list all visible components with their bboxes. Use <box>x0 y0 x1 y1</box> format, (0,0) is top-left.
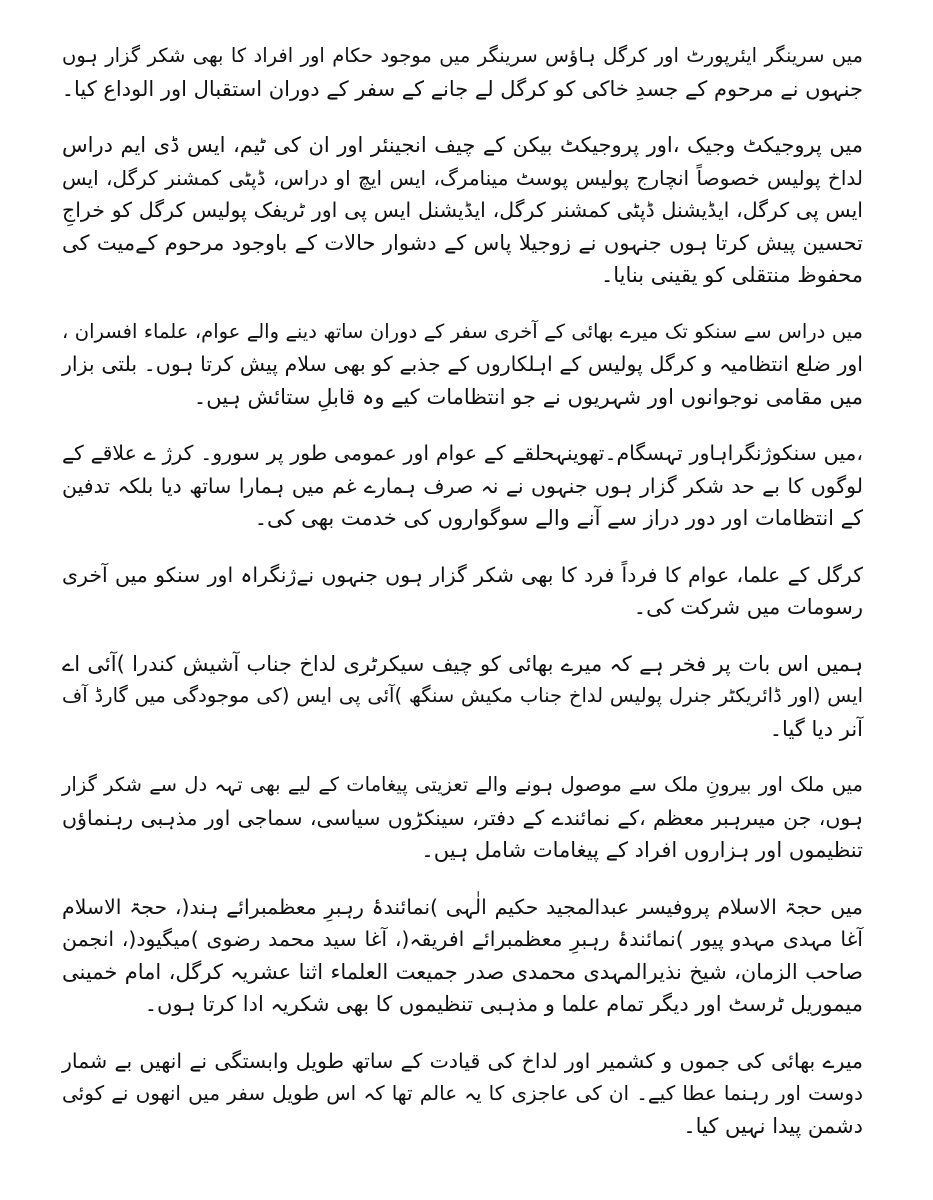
paragraph-airport-thanks <box>62 40 863 105</box>
text-line: ایس پی کرگل، ایڈیشنل ڈپٹی کمشنر کرگل، ایڈیشنل ایس پی اور ٹریفک پولیس کرگل کو خراجِ <box>62 198 863 222</box>
text-line: دشمن پیدا نہیں کیا۔ <box>683 1113 863 1138</box>
text-line: اور ضلع انتظامیہ و کرگل پولیس کے اہلکاروں کے جذبے کو بھی سلام پیش کرتا ہوں۔ بلتی بزار <box>62 352 863 376</box>
text-line: ،میں سنکوژنگراہاور تہسگام۔تھوینہحلقے کے عوام اور عمومی طور پر سورو۔ کرژ ے علاقے کے <box>62 441 863 465</box>
paragraph-guard-of-honour <box>62 648 863 746</box>
text-line: میں سرینگر ایئرپورٹ اور کرگل ہاؤس سرینگر میں موجود حکام اور افراد کا بھی شکر گزار ہوں <box>62 44 863 67</box>
text-line: لداخ پولیس خصوصاً انچارج پولیس پوسٹ مینامرگ، ایس ایچ او دراس، ڈپٹی کمشنر کرگل، ایس <box>62 165 863 190</box>
text-line: میرے بھائی کی جموں و کشمیر اور لداخ کی قیادت کے ساتھ طویل وابستگی نے انھیں بے شمار <box>62 1048 863 1073</box>
text-line: ایس (اور ڈائریکٹر جنرل پولیس لداخ جناب مکیش سنگھ )آئی پی ایس (کی موجودگی میں گارڈ آف <box>62 684 863 707</box>
text-line: آنر دیا گیا۔ <box>769 716 863 741</box>
paragraph-condolence-messages <box>62 769 863 867</box>
text-line: میں ملک اور بیرونِ ملک سے موصول ہونے والے تعزیتی پیغامات کے لیے بھی تہہ دل سے شکر گزار <box>62 773 863 796</box>
paragraph-kargil-ulama <box>62 559 863 624</box>
text-line: کرگل کے علما، عوام کا فرداً فرد کا بھی شکر گزار ہوں جنہوں نےژنگراہ اور سنکو میں آخری <box>62 562 863 587</box>
text-line: لوگوں کا بے حد شکر گزار ہوں جنہوں نے نہ صرف ہمارے غم میں ہمارا ساتھ دیا بلکہ تدفین <box>62 473 863 498</box>
paragraph-local-people <box>62 437 863 535</box>
text-line: ہوں، جن میںرہبر معظم ،کے نمائندے کے دفتر، سینکڑوں سیاسی، سماجی اور مذہبی رہنماؤں <box>62 805 863 830</box>
text-line: کے انتظامات اور دور دراز سے آنے والے سوگواروں کی خدمت بھی کی۔ <box>254 506 863 530</box>
paragraph-dras-to-sankoo <box>62 316 863 414</box>
text-line: دوست اور رہنما عطا کیے۔ ان کی عاجزی کا یہ عالم تھا کہ اس طویل سفر میں انھوں نے کوئی <box>62 1081 863 1105</box>
text-line: تحسین پیش کرتا ہوں جنہوں نے زوجیلا پاس کے دشوار حالات کے باوجود مرحوم کےمیت کی <box>62 230 863 255</box>
text-line: محفوظ منتقلی کو یقینی بنایا۔ <box>600 263 863 287</box>
text-line: آغا مہدی مہدو پیور )نمائندۂ رہبرِ معظمبرائے افریقہ(، آغا سید محمد رضوی )میگیود(، انجمن <box>62 927 863 951</box>
paragraph-project-officials <box>62 129 863 292</box>
text-line: میں حجۃ الاسلام پروفیسر عبدالمجید حکیم الٰہی )نمائندۂ رہبرِ معظمبرائے ہند(، حجۃ الاسلام <box>62 894 863 919</box>
paragraph-closing <box>62 1045 863 1143</box>
text-line: ہمیں اس بات پر فخر ہے کہ میرے بھائی کو چیف سیکرٹری لداخ جناب آشیش کندرا )آئی اے <box>62 651 863 676</box>
text-line: رسومات میں شرکت کی۔ <box>633 595 863 619</box>
text-line: جنہوں نے مرحوم کے جسدِ خاکی کو کرگل لے جانے کے سفر کے دوران استقبال اور الوداع کیا۔ <box>61 76 863 101</box>
text-line: صاحب الزمان، شیخ نذیرالمہدی محمدی صدر جمیعت العلماء اثنا عشریہ کرگل، امام خمینی <box>62 959 863 984</box>
paragraph-religious-leaders <box>62 891 863 1021</box>
text-line: میں پروجیکٹ وجیک ،اور پروجیکٹ بیکن کے چیف انجینئر اور ان کی ٹیم، ایس ڈی ایم دراس <box>62 133 863 157</box>
text-line: میں دراس سے سنکو تک میرے بھائی کے آخری سفر کے دوران ساتھ دینے والے عوام، علماء افسران ، <box>62 319 863 343</box>
text-line: میں مقامی نوجوانوں اور شہریوں نے جو انتظامات کیے وہ قابلِ ستائش ہیں۔ <box>193 384 863 409</box>
text-line: میموریل ٹرسٹ اور دیگر تمام علما و مذہبی تنظیموں کا بھی شکریہ ادا کرتا ہوں۔ <box>144 992 863 1016</box>
text-line: تنظیموں اور ہزاروں افراد کے پیغامات شامل ہیں۔ <box>421 838 863 862</box>
